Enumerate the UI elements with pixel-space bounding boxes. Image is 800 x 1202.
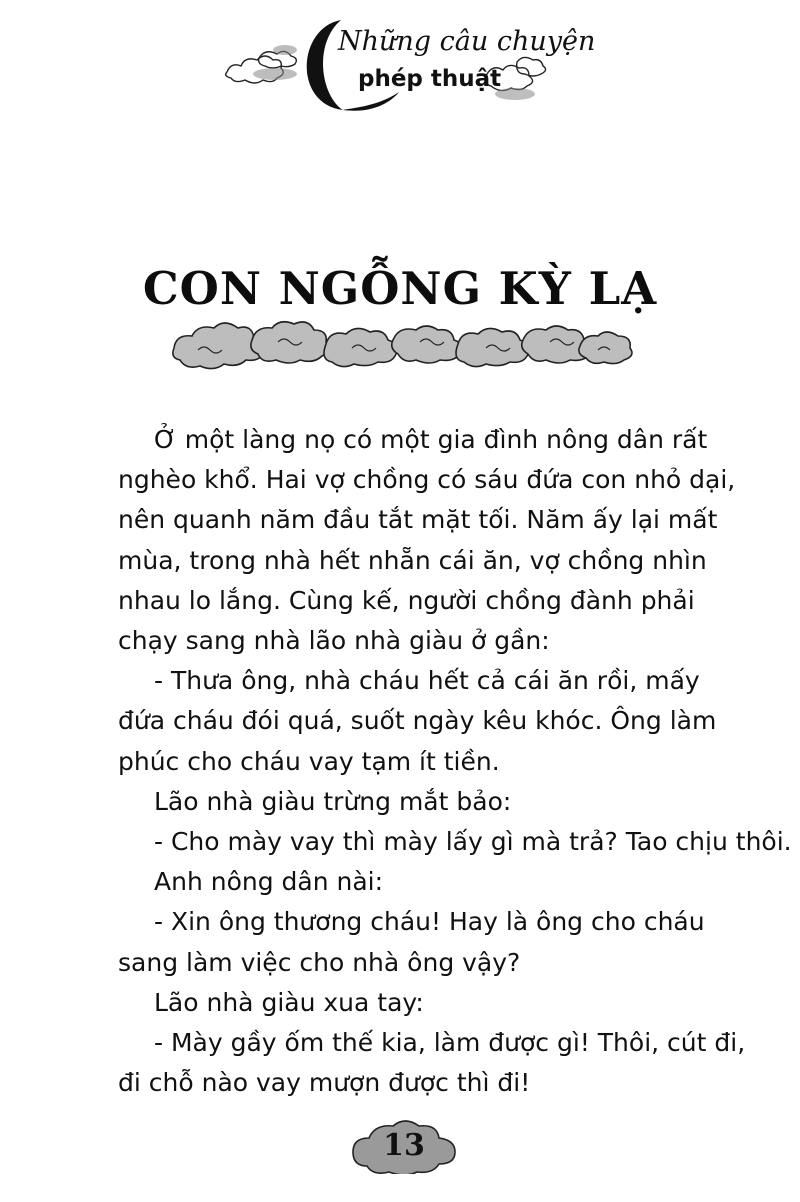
chapter-title: CON NGỖNG KỲ LẠ — [142, 262, 658, 315]
body-line: nên quanh năm đầu tắt mặt tối. Năm ấy lại mất — [118, 505, 718, 535]
body-line: mùa, trong nhà hết nhẵn cái ăn, vợ chồng nhìn — [118, 545, 707, 575]
series-title-line1: Những câu chuyện — [338, 26, 596, 57]
body-line: Lão nhà giàu trừng mắt bảo: — [154, 786, 512, 816]
body-line: chạy sang nhà lão nhà giàu ở gần: — [118, 626, 550, 656]
body-line: - Thưa ông, nhà cháu hết cả cái ăn rồi, mấy — [154, 666, 700, 696]
story-body — [118, 420, 792, 1103]
body-line: sang làm việc cho nhà ông vậy? — [118, 947, 521, 977]
body-line: Anh nông dân nài: — [154, 867, 384, 897]
body-line: nghèo khổ. Hai vợ chồng có sáu đứa con nhỏ dại, — [118, 465, 736, 495]
body-line: - Mày gầy ốm thế kia, làm được gì! Thôi, cút đi, — [154, 1028, 746, 1058]
series-title-line2: phép thuật — [358, 66, 502, 92]
body-line: Ở một làng nọ có một gia đình nông dân rất — [154, 425, 708, 454]
body-line: - Xin ông thương cháu! Hay là ông cho cháu — [154, 907, 705, 937]
cloud-ornament-icon — [168, 310, 638, 374]
body-line: nhau lo lắng. Cùng kế, người chồng đành phải — [118, 585, 695, 615]
page-number: 13 — [383, 1128, 425, 1163]
body-line: đi chỗ nào vay mượn được thì đi! — [118, 1068, 531, 1098]
body-line: Lão nhà giàu xua tay: — [154, 987, 424, 1017]
body-line: - Cho mày vay thì mày lấy gì mà trả? Tao chịu thôi. — [154, 827, 792, 857]
body-line: đứa cháu đói quá, suốt ngày kêu khóc. Ông làm — [118, 706, 717, 736]
body-line: phúc cho cháu vay tạm ít tiền. — [118, 746, 500, 776]
